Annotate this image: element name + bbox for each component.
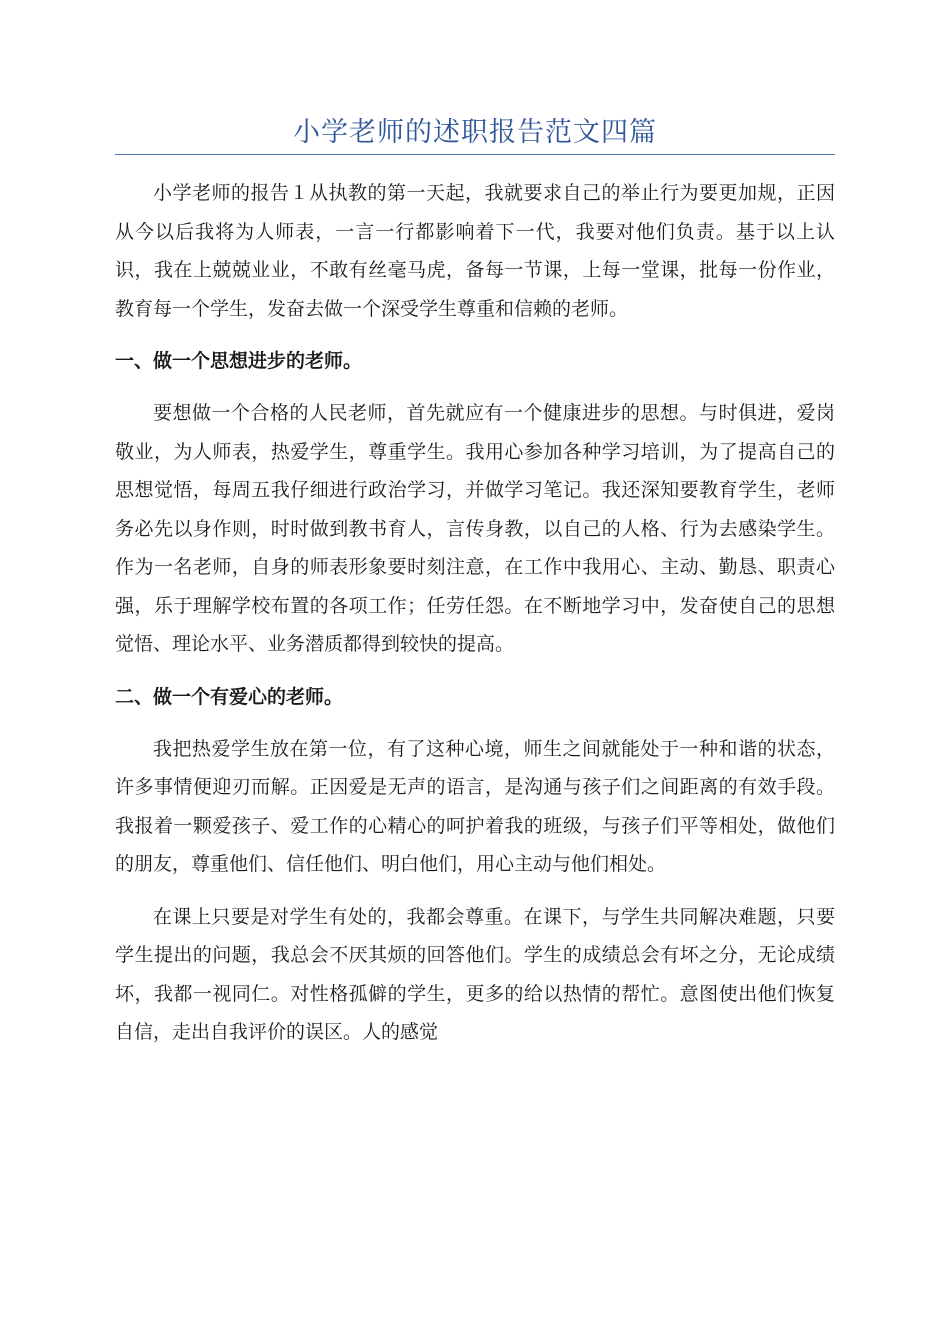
- paragraph-section-1: 要想做一个合格的人民老师，首先就应有一个健康进步的思想。与时俱进，爱岗敬业，为人师表，热爱学生，尊重学生。我用心参加各种学习培训，为了提高自己的思想觉悟，每周五我仔细进行政治学习，并做学习笔记。我还深知要教育学生，老师务必先以身作则，时时做到教书育人，言传身教，以自己的人格、行为去感染学生。作为一名老师，自身的师表形象要时刻注意，在工作中我用心、主动、勤恳、职责心强，乐于理解学校布置的各项工作；任劳任怨。在不断地学习中，发奋使自己的思想觉悟、理论水平、业务潜质都得到较快的提高。: [115, 402, 835, 655]
- paragraph-intro: 小学老师的报告１从执教的第一天起，我就要求自己的举止行为要更加规，正因从今以后我将为人师表，一言一行都影响着下一代，我要对他们负责。基于以上认识，我在上兢兢业业，不敢有丝毫马虎，备每一节课，上每一堂课，批每一份作业，教育每一个学生，发奋去做一个深受学生尊重和信赖的老师。: [115, 182, 835, 320]
- section-heading-2: 二、做一个有爱心的老师。: [115, 685, 344, 708]
- document-title: 小学老师的述职报告范文四篇: [293, 117, 657, 148]
- document-body: [115, 174, 835, 1066]
- paragraph-section-2b: 在课上只要是对学生有处的，我都会尊重。在课下，与学生共同解决难题，只要学生提出的问题，我总会不厌其烦的回答他们。学生的成绩总会有坏之分，无论成绩坏，我都一视同仁。对性格孤僻的学生，更多的给以热情的帮忙。意图使出他们恢复自信，走出自我评价的误区。人的感觉: [115, 905, 835, 1043]
- section-heading-1: 一、做一个思想进步的老师。: [115, 350, 363, 372]
- paragraph-section-2a: 我把热爱学生放在第一位，有了这种心境，师生之间就能处于一种和谐的状态，许多事情便迎刃而解。正因爱是无声的语言，是沟通与孩子们之间距离的有效手段。我报着一颗爱孩子、爱工作的心精心的呵护着我的班级，与孩子们平等相处，做他们的朋友，尊重他们、信任他们、明白他们，用心主动与他们相处。: [115, 737, 835, 875]
- title-underline: [115, 154, 835, 155]
